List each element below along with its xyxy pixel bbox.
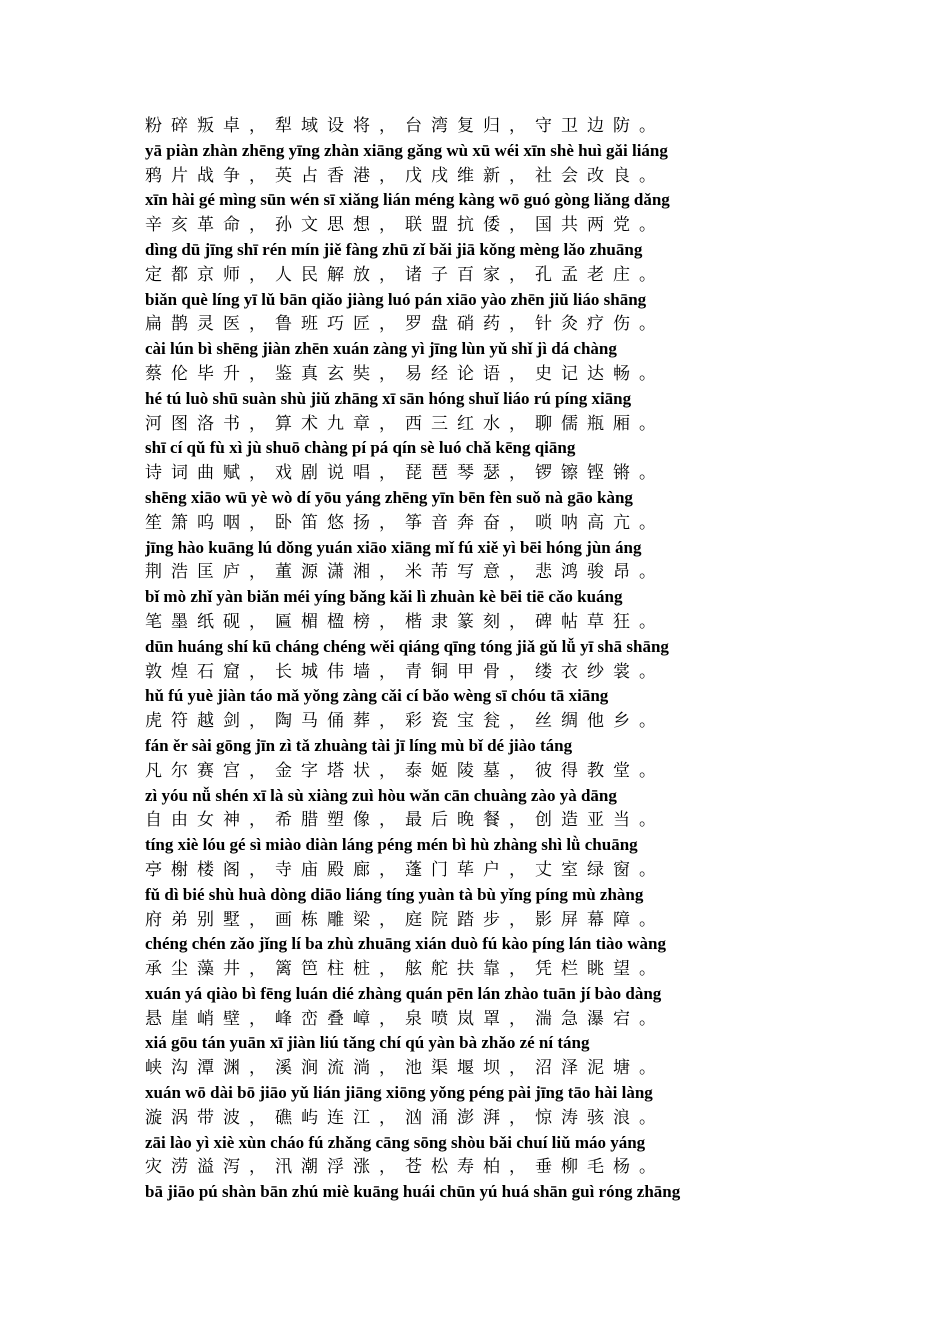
hanzi-line: 蔡伦毕升，鉴真玄奘，易经论语，史记达畅。 — [145, 363, 665, 384]
hanzi-line: 灾涝溢泻，汛潮浮涨，苍松寿柏，垂柳毛杨。 — [145, 1157, 665, 1178]
pinyin-line: xuán wō dài bō jiāo yǔ lián jiāng xiōng yǒng péng pài jīng tāo hài làng — [145, 1083, 653, 1103]
pinyin-line: xiá gōu tán yuān xī jiàn liú tǎng chí qú yàn bà zhǎo zé ní táng — [145, 1033, 590, 1053]
pinyin-line: xuán yá qiào bì fēng luán dié zhàng quán pēn lán zhào tuān jí bào dàng — [145, 983, 662, 1003]
pinyin-line: shēng xiāo wū yè wò dí yōu yáng zhēng yīn bēn fèn suǒ nà gāo kàng — [145, 487, 633, 507]
hanzi-line: 鸦片战争，英占香港，戊戌维新，社会改良。 — [145, 165, 665, 186]
pinyin-line: zāi lào yì xiè xùn cháo fú zhǎng cāng sōng shòu bǎi chuí liǔ máo yáng — [145, 1132, 646, 1152]
pinyin-line: bā jiāo pú shàn bān zhú miè kuāng huái chūn yú huá shān guì róng zhāng — [145, 1182, 681, 1202]
pinyin-line: fán ěr sài gōng jīn zì tǎ zhuàng tài jī líng mù bǐ dé jiào táng — [145, 735, 573, 755]
pinyin-line: cài lún bì shēng jiàn zhēn xuán zàng yì jīng lùn yǔ shǐ jì dá chàng — [145, 339, 617, 359]
pinyin-line: fǔ dì bié shù huà dòng diāo liáng tíng yuàn tà bù yǐng píng mù zhàng — [145, 884, 644, 904]
hanzi-line: 悬崖峭壁，峰峦叠嶂，泉喷岚罩，湍急瀑宕。 — [145, 1008, 665, 1029]
text-block — [145, 114, 845, 1205]
hanzi-line: 虎符越剑，陶马俑葬，彩瓷宝瓮，丝绸他乡。 — [145, 711, 665, 732]
hanzi-line: 荆浩匡庐，董源潇湘，米芾写意，悲鸿骏昂。 — [145, 562, 665, 583]
pinyin-line: shī cí qǔ fù xì jù shuō chàng pí pá qín sè luó chǎ kēng qiāng — [145, 438, 576, 458]
pinyin-line: hé tú luò shū suàn shù jiǔ zhāng xī sān hóng shuǐ liáo rú píng xiāng — [145, 388, 632, 408]
hanzi-line: 河图洛书，算术九章，西三红水，聊儒瓶厢。 — [145, 413, 665, 434]
hanzi-line: 辛亥革命，孙文思想，联盟抗倭，国共两党。 — [145, 215, 665, 236]
hanzi-line: 府弟别墅，画栋雕梁，庭院踏步，影屏幕障。 — [145, 909, 665, 930]
hanzi-line: 敦煌石窟，长城伟墙，青铜甲骨，缕衣纱裳。 — [145, 661, 665, 682]
hanzi-line: 自由女神，希腊塑像，最后晚餐，创造亚当。 — [145, 810, 665, 831]
hanzi-line: 凡尔赛宫，金字塔状，泰姬陵墓，彼得教堂。 — [145, 760, 665, 781]
pinyin-line: chéng chén zǎo jǐng lí ba zhù zhuāng xián duò fú kào píng lán tiào wàng — [145, 934, 666, 954]
hanzi-line: 诗词曲赋，戏剧说唱，琵琶琴瑟，锣镲铿锵。 — [145, 463, 665, 484]
pinyin-line: yā piàn zhàn zhēng yīng zhàn xiāng gǎng wù xū wéi xīn shè huì gǎi liáng — [145, 140, 668, 160]
hanzi-line: 粉碎叛卓，犁域设将，台湾复归，守卫边防。 — [145, 116, 665, 136]
hanzi-line: 笔墨纸砚，匾楣楹榜，楷隶篆刻，碑帖草狂。 — [145, 611, 665, 632]
hanzi-line: 漩涡带波，礁屿连江，汹涌澎湃，惊涛骇浪。 — [145, 1107, 665, 1128]
hanzi-line: 笙箫呜咽，卧笛悠扬，筝音奔奋，唢呐高亢。 — [145, 512, 665, 533]
pinyin-line: xīn hài gé mìng sūn wén sī xiǎng lián méng kàng wō guó gòng liǎng dǎng — [145, 190, 670, 210]
pinyin-line: dūn huáng shí kū cháng chéng wěi qiáng qīng tóng jiǎ gǔ lǚ yī shā shāng — [145, 636, 669, 656]
hanzi-line: 峡沟潭渊，溪涧流淌，池渠堰坝，沼泽泥塘。 — [145, 1058, 665, 1079]
pinyin-line: jīng hào kuāng lú dǒng yuán xiāo xiāng mǐ fú xiě yì bēi hóng jùn áng — [145, 537, 642, 557]
pinyin-line: biǎn què líng yī lǔ bān qiǎo jiàng luó pán xiāo yào zhēn jiǔ liáo shāng — [145, 289, 647, 309]
pinyin-line: hǔ fú yuè jiàn táo mǎ yǒng zàng cǎi cí bǎo wèng sī chóu tā xiāng — [145, 686, 609, 706]
pinyin-line: bǐ mò zhǐ yàn biǎn méi yíng bǎng kǎi lì zhuàn kè bēi tiē cǎo kuáng — [145, 587, 623, 607]
pinyin-line: dìng dū jīng shī rén mín jiě fàng zhū zǐ bǎi jiā kǒng mèng lǎo zhuāng — [145, 239, 643, 259]
hanzi-line: 扁鹊灵医，鲁班巧匠，罗盘硝药，针灸疗伤。 — [145, 314, 665, 335]
pinyin-line: zì yóu nǚ shén xī là sù xiàng zuì hòu wǎn cān chuàng zào yà dāng — [145, 785, 617, 805]
hanzi-line: 定都京师，人民解放，诸子百家，孔孟老庄。 — [145, 264, 665, 285]
hanzi-line: 承尘藻井，篱笆柱桩，舷舵扶靠，凭栏眺望。 — [145, 959, 665, 980]
pinyin-line: tíng xiè lóu gé sì miào diàn láng péng mén bì hù zhàng shì lǜ chuāng — [145, 835, 638, 855]
hanzi-line: 亭榭楼阁，寺庙殿廊，蓬门荜户，丈室绿窗。 — [145, 859, 665, 880]
